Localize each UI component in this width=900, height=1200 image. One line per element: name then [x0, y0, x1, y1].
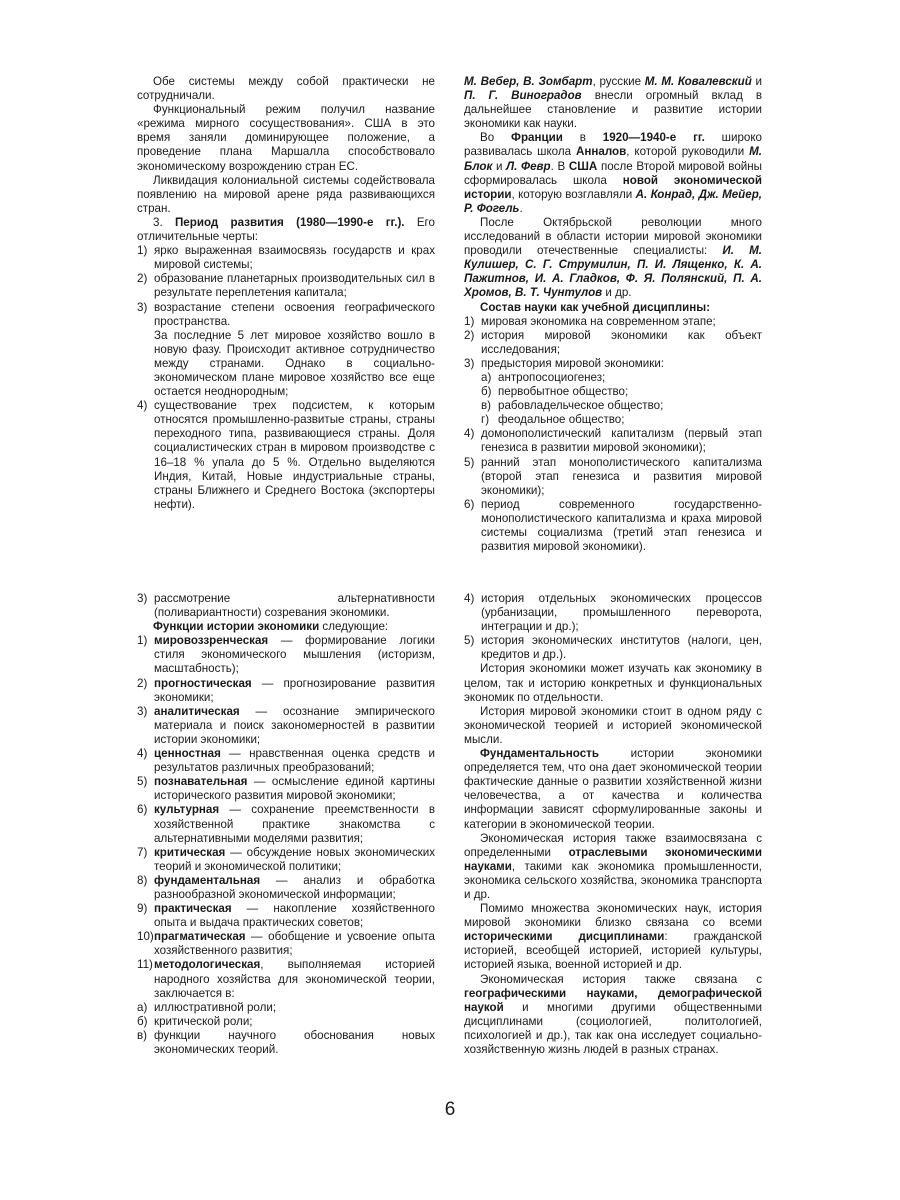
paragraph: Функциональный режим получил название «режима мирного сосуществования». США в это время заняли доминирующее положение, а проведение плана Маршалла способствовало экономическому возрождению стран ЕС. — [137, 103, 435, 173]
list-item: 6) период современного государственно-монополистического капитализма и краха мировой системы социализма (третий этап генезиса и развития мировой экономики). — [464, 497, 762, 554]
top-left-column — [137, 75, 435, 512]
function-item: 2) прогностическая — прогнозирование развития экономики; — [137, 676, 435, 704]
paragraph: После Октябрьской революции много исследований в области истории мировой экономики проводили отечественные специалисты: И. М. Кулишер, С. Г. Струмилин, П. И. Лященко, К. А. Пажитнов, И. А. Гладков, Ф. Я. Полянский, П. А. Хромов, В. Т. Чунтулов и др. — [464, 215, 762, 300]
paragraph: История экономики может изучать как экономику в целом, так и историю конкретных и функциональных экономик по отдельности. — [464, 662, 762, 704]
paragraph: Экономическая история также связана с географическими науками, демографической наукой и многими другими общественными дисциплинами (социологией, политологией, психологией и др.), так как она исследует социально-хозяйственную жизнь людей в разных странах. — [464, 972, 762, 1056]
paragraph: Фундаментальность истории экономики определяется тем, что она дает экономической теории фактические данные о развитии хозяйственной жизни человечества, а от качества и количества информации зависят сформулированные законы и категории в экономической теории. — [464, 747, 762, 831]
sub-list-item: б) первобытное общество; — [481, 385, 629, 399]
function-item: 3) аналитическая — осознание эмпирического материала и поиск закономерностей в развитии истории экономики; — [137, 704, 435, 746]
function-item: 11) методологическая, выполняемая историей народного хозяйства для экономической теории, заключается в: — [137, 958, 435, 1000]
list-item: 4) домонополистический капитализм (первый этап генезиса в развитии мировой экономики); — [464, 427, 762, 455]
sub-list-item: а) иллюстративной роли; — [137, 1000, 277, 1014]
sub-list-item: г) феодальное общество; — [481, 413, 625, 427]
function-item: 10) прагматическая — обобщение и усвоение опыта хозяйственного развития; — [137, 930, 435, 958]
list-item: 2) история мировой экономики как объект исследования; — [464, 328, 762, 356]
list-item: 2) образование планетарных производительных сил в результате переплетения капитала; — [137, 272, 435, 300]
section-heading: Функции истории экономики следующие: — [153, 620, 389, 634]
paragraph: Обе системы между собой практически не сотрудничали. — [137, 75, 435, 103]
sub-list-item: а) антропосоциогенез; — [481, 370, 606, 384]
function-item: 5) познавательная — осмысление единой картины исторического развития мировой экономики; — [137, 775, 435, 803]
list-item: 4) существование трех подсистем, к которым относятся промышленно-развитые страны, страны переходного типа, развивающиеся страны. Доля социалистических стран в мировом производстве с 16–18 % упала до 5 %. Отдельно выделяются Индия, Китай, Новые индустриальные страны, страны Ближнего и Среднего Востока (экспортеры нефти). — [137, 399, 435, 511]
paragraph: Ликвидация колониальной системы содействовала появлению на мировой арене ряда развивающихся стран. — [137, 173, 435, 215]
function-item: 8) фундаментальная — анализ и обработка разнообразной экономической информации; — [137, 873, 435, 901]
list-item: 5) ранний этап монополистического капитализма (второй этап генезиса и развития мировой экономики); — [464, 455, 762, 497]
sub-list-item: б) критической роли; — [137, 1014, 253, 1028]
sub-list-item: в) функции научного обоснования новых экономических теорий. — [137, 1028, 435, 1056]
function-item: 1) мировоззренческая — формирование логики стиля экономического мышления (историзм, масштабность); — [137, 634, 435, 676]
paragraph: Помимо множества экономических наук, история мировой экономики близко связана со всеми историческими дисциплинами: гражданской историей, всеобщей историей, историей культуры, историей языка, военной историей и др. — [464, 902, 762, 972]
list-item: 5) история экономических институтов (налоги, цен, кредитов и др.). — [464, 634, 762, 662]
bottom-right-column — [464, 592, 762, 1057]
sub-list-item: в) рабовладельческое общество; — [481, 399, 664, 413]
top-right-column — [464, 75, 762, 554]
indented-paragraph: За последние 5 лет мировое хозяйство вошло в новую фазу. Происходит активное сотрудничество между странами. Однако в социально-экономическом плане мировое хозяйство все еще остается неоднородным; — [154, 328, 435, 399]
section-heading: Состав науки как учебной дисциплины: — [480, 300, 711, 314]
list-item: 4) история отдельных экономических процессов (урбанизации, промышленного переворота, интеграции и др.); — [464, 592, 762, 634]
period-heading: 3. Период развития (1980—1990-е гг.). Его отличительные черты: — [137, 215, 435, 244]
list-item: 3) рассмотрение альтернативности (поливариантности) созревания экономики. — [137, 592, 435, 620]
sub-list — [464, 371, 762, 427]
function-item: 9) практическая — накопление хозяйственного опыта и выдача практических советов; — [137, 902, 435, 930]
paragraph: Экономическая история также взаимосвязана с определенными отраслевыми экономическими науками, такими как экономика промышленности, экономика сельского хозяйства, экономика транспорта и др. — [464, 831, 762, 901]
bottom-left-column — [137, 592, 435, 1057]
list-item: 3) возрастание степени освоения географического пространства. — [137, 300, 435, 328]
function-item: 6) культурная — сохранение преемственности в хозяйственной практике знакомства с альтернативными моделями развития; — [137, 803, 435, 845]
list-item: 1) ярко выраженная взаимосвязь государств и крах мировой системы; — [137, 244, 435, 272]
list-item: 1) мировая экономика на современном этапе; — [464, 314, 716, 328]
paragraph: История мировой экономики стоит в одном ряду с экономической теорией и историей экономической мысли. — [464, 704, 762, 746]
page-number: 6 — [444, 1099, 456, 1120]
function-item: 7) критическая — обсуждение новых экономических теорий и экономической политики; — [137, 845, 435, 873]
list-item: 3) предыстория мировой экономики: — [464, 356, 665, 370]
paragraph: М. Вебер, В. Зомбарт, русские М. М. Ковалевский и П. Г. Виноградов внесли огромный вклад в дальнейшее становление и развитие истории экономики как науки. — [464, 75, 762, 131]
paragraph: Во Франции в 1920—1940-е гг. широко развивалась школа Анналов, которой руководили М. Блок и Л. Февр. В США после Второй мировой войны сформировалась школа новой экономической истории, которую возглавляли А. Конрад, Дж. Мейер, Р. Фогель. — [464, 131, 763, 215]
function-item: 4) ценностная — нравственная оценка средств и результатов различных преобразований; — [137, 747, 435, 775]
